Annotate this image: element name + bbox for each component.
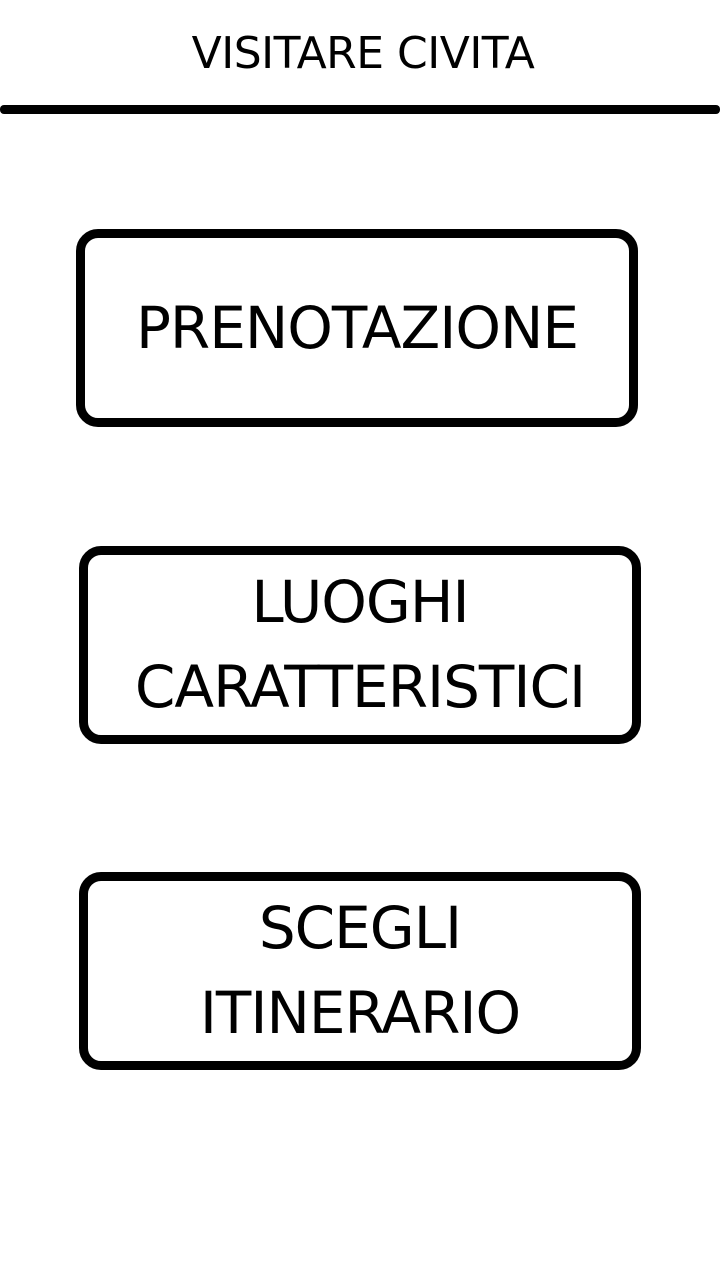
scegli-itinerario-label-line1: SCEGLI (258, 894, 462, 962)
luoghi-caratteristici-label-line1: LUOGHI (251, 568, 469, 636)
prenotazione-button[interactable] (76, 229, 638, 427)
scegli-itinerario-label-line2: ITINERARIO (199, 979, 521, 1047)
luoghi-caratteristici-button[interactable] (79, 546, 641, 744)
luoghi-caratteristici-label-line2: CARATTERISTICI (134, 653, 586, 721)
prenotazione-button-label: PRENOTAZIONE (135, 293, 579, 362)
header-divider (0, 105, 720, 114)
page-title: VISITARE CIVITA (191, 28, 535, 79)
scegli-itinerario-button[interactable] (79, 872, 641, 1070)
